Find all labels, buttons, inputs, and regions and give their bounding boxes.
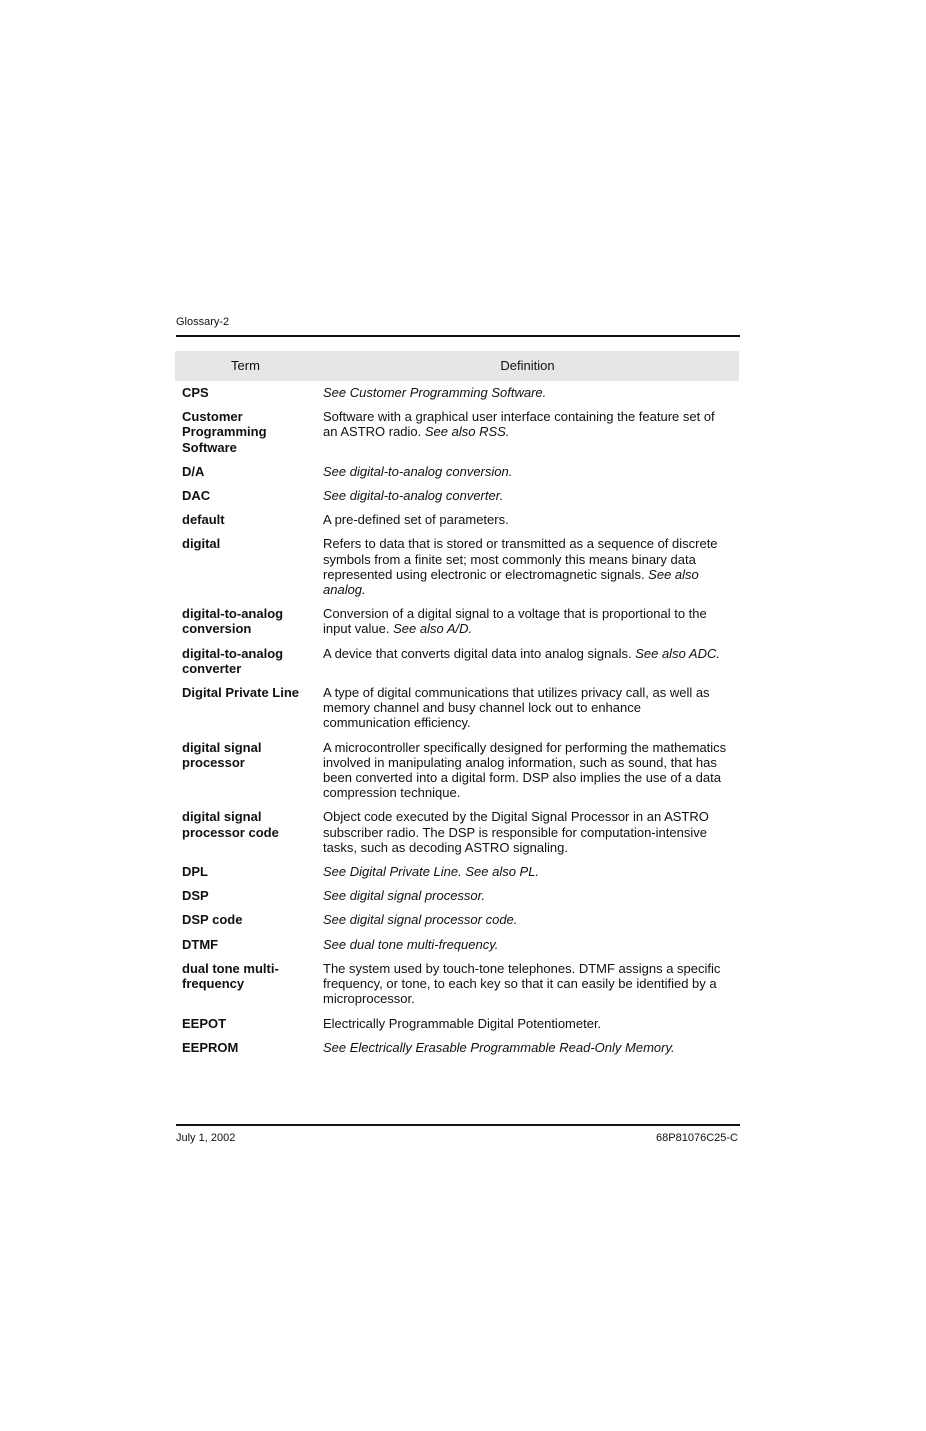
glossary-term: digital-to-analog converter bbox=[182, 645, 284, 676]
glossary-definition bbox=[316, 961, 739, 1016]
glossary-definition bbox=[316, 464, 739, 488]
page-label: Glossary-2 bbox=[176, 316, 230, 328]
glossary-term: Customer Programming Software bbox=[182, 409, 267, 455]
definition-text: See Customer Programming Software. bbox=[323, 385, 547, 400]
glossary-term: default bbox=[182, 512, 225, 528]
glossary-term: DSP code bbox=[182, 912, 243, 928]
glossary-definition bbox=[316, 488, 739, 512]
glossary-term: CPS bbox=[182, 385, 209, 400]
see-also-reference: See also ADC. bbox=[635, 645, 720, 661]
table-row bbox=[175, 1040, 739, 1064]
page-header bbox=[176, 316, 740, 329]
glossary-definition bbox=[316, 1016, 739, 1040]
footer-rule bbox=[176, 1124, 740, 1126]
table-row bbox=[175, 536, 739, 606]
table-row bbox=[175, 464, 739, 488]
glossary-term: digital-to-analog conversion bbox=[182, 606, 284, 637]
definition-text: A type of digital communications that utilizes privacy call, as well as memory channel and busy channel lock out to enhance communication efficiency. bbox=[323, 685, 710, 731]
definition-text: Refers to data that is stored or transmitted as a sequence of discrete symbols from a finite set; most commonly this means binary data represented using electronic or electromagnetic signals. bbox=[323, 536, 718, 582]
definition-text: Conversion of a digital signal to a voltage that is proportional to the input value. bbox=[323, 606, 707, 637]
table-row bbox=[175, 864, 739, 888]
table-header-row bbox=[175, 351, 739, 381]
definition-text: Object code executed by the Digital Signal Processor in an ASTRO subscriber radio. The DSP is responsible for computation-intensive tasks, such as decoding ASTRO signaling. bbox=[323, 809, 709, 855]
table-row bbox=[175, 1016, 739, 1040]
definition-text: Electrically Programmable Digital Potentiometer. bbox=[323, 1015, 602, 1031]
glossary-definition bbox=[316, 536, 739, 606]
glossary-term: DPL bbox=[182, 864, 208, 880]
see-also-reference: See also A/D. bbox=[393, 621, 473, 637]
glossary-term: D/A bbox=[182, 463, 205, 479]
table-row bbox=[175, 606, 739, 645]
table-row bbox=[175, 740, 739, 810]
glossary-definition bbox=[316, 740, 739, 810]
glossary-definition bbox=[316, 646, 739, 685]
definition-text: See dual tone multi-frequency. bbox=[323, 936, 499, 952]
definition-text: The system used by touch-tone telephones. DTMF assigns a specific frequency, or tone, to each key so that it can easily be identified by a microprocessor. bbox=[323, 960, 721, 1007]
footer-doc-number: 68P81076C25-C bbox=[656, 1132, 738, 1144]
see-also-reference: See also RSS. bbox=[424, 424, 510, 440]
glossary-definition bbox=[316, 912, 739, 936]
glossary-definition bbox=[316, 381, 739, 409]
table-row bbox=[175, 912, 739, 936]
glossary-definition bbox=[316, 512, 739, 536]
glossary-definition bbox=[316, 606, 739, 645]
glossary-term: Digital Private Line bbox=[182, 685, 300, 701]
glossary-table bbox=[175, 351, 739, 1064]
glossary-term: digital signal processor bbox=[182, 739, 262, 770]
table-row bbox=[175, 381, 739, 409]
definition-text: A device that converts digital data into analog signals. bbox=[323, 645, 636, 661]
definition-text: See Digital Private Line. See also PL. bbox=[323, 864, 540, 880]
footer-date: July 1, 2002 bbox=[176, 1132, 236, 1144]
definition-text: A microcontroller specifically designed for performing the mathematics involved in manipulating analog information, such as sound, that has been converted into a digital form. DSP also implies the use of a data compression technique. bbox=[323, 739, 727, 801]
header-rule bbox=[176, 335, 740, 337]
see-also-reference: See also analog. bbox=[323, 566, 699, 598]
definition-text: See digital signal processor. bbox=[323, 888, 486, 904]
glossary-definition bbox=[316, 809, 739, 864]
glossary-term: DAC bbox=[182, 488, 211, 504]
definition-text: See digital signal processor code. bbox=[323, 912, 518, 928]
glossary-definition bbox=[316, 1040, 739, 1064]
table-row bbox=[175, 809, 739, 864]
definition-text: Software with a graphical user interface containing the feature set of an ASTRO radio. bbox=[323, 409, 715, 440]
glossary-term: digital bbox=[182, 536, 221, 552]
page-footer bbox=[176, 1132, 740, 1145]
glossary-term: DSP bbox=[182, 888, 209, 904]
table-row bbox=[175, 512, 739, 536]
table-row bbox=[175, 488, 739, 512]
glossary-term: DTMF bbox=[182, 936, 219, 952]
table-row bbox=[175, 409, 739, 464]
table-row bbox=[175, 888, 739, 912]
definition-column-header: Definition bbox=[316, 351, 739, 381]
definition-text: See Electrically Erasable Programmable Read-Only Memory. bbox=[323, 1039, 675, 1055]
table-row bbox=[175, 646, 739, 685]
glossary-definition bbox=[316, 409, 739, 464]
table-row bbox=[175, 685, 739, 740]
glossary-term: digital signal processor code bbox=[182, 809, 279, 840]
glossary-term: EEPROM bbox=[182, 1039, 239, 1055]
table-row bbox=[175, 961, 739, 1016]
glossary-definition bbox=[316, 937, 739, 961]
glossary-term: dual tone multi-frequency bbox=[182, 960, 279, 992]
term-column-header: Term bbox=[175, 351, 316, 381]
glossary-definition bbox=[316, 685, 739, 740]
glossary-definition bbox=[316, 864, 739, 888]
definition-text: A pre-defined set of parameters. bbox=[323, 512, 509, 528]
definition-text: See digital-to-analog converter. bbox=[323, 488, 504, 504]
glossary-definition bbox=[316, 888, 739, 912]
glossary-body bbox=[175, 381, 739, 1064]
glossary-term: EEPOT bbox=[182, 1015, 227, 1031]
table-row bbox=[175, 937, 739, 961]
definition-text: See digital-to-analog conversion. bbox=[323, 463, 513, 479]
